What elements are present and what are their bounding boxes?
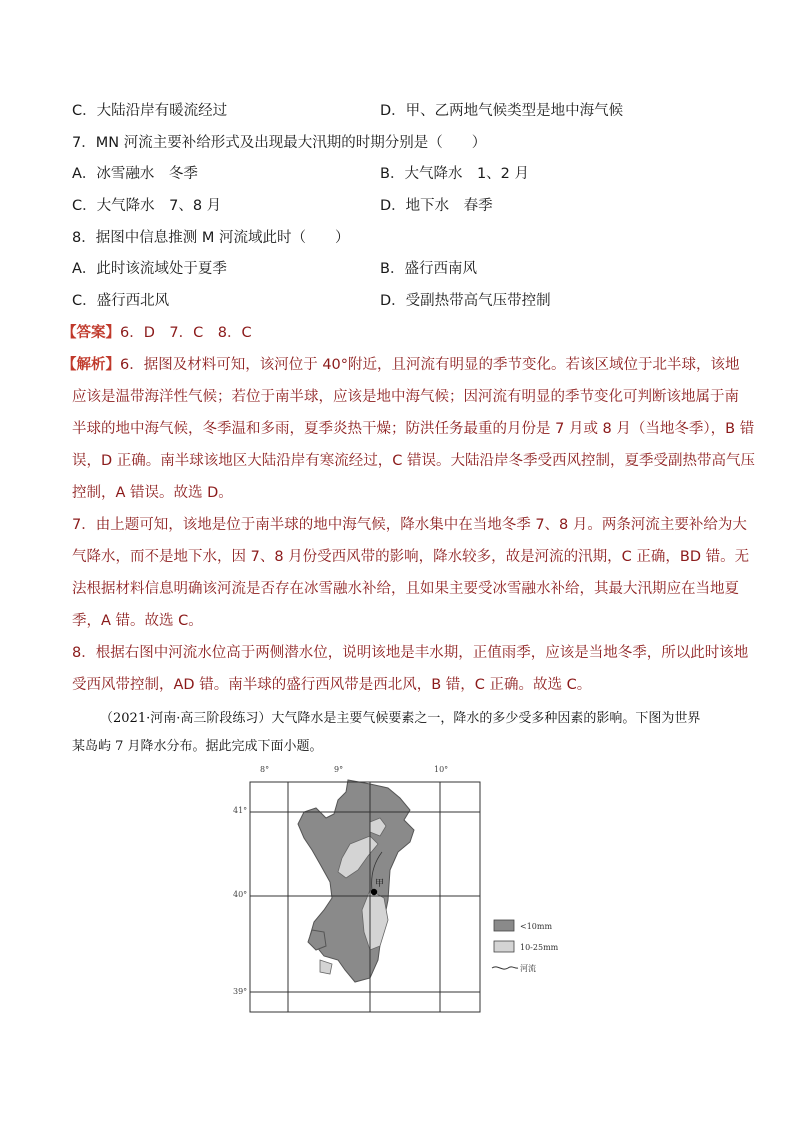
- q7-option-b: B．大气降水 1、2 月: [380, 166, 530, 182]
- analysis-tag: 【解析】: [62, 357, 120, 373]
- analysis-line-7: 气降水，而不是地下水，因 7、8 月份受西风带的影响，降水较多，故是河流的汛期，C 正确，BD 错。无: [72, 549, 750, 565]
- answer-line: [62, 323, 252, 343]
- legend-label-river: 河流: [520, 964, 536, 973]
- island-low-precip-region: [298, 780, 414, 982]
- analysis-text-1: 6．据图及材料可知，该河位于 40°附近，且河流有明显的季节变化。若该区域位于北半球，该地: [120, 357, 740, 373]
- legend-label-low: <10mm: [520, 922, 553, 931]
- q8-option-b: B．盛行西南风: [380, 261, 477, 277]
- point-jia-marker: [371, 889, 377, 895]
- high-precip-region-west: [320, 960, 332, 974]
- analysis-line-11: 受西风带控制，AD 错。南半球的盛行西风带是西北风，B 错，C 正确。故选 C。: [72, 677, 592, 693]
- q8-option-d: D．受副热带高气压带控制: [380, 293, 551, 309]
- point-jia-label: 甲: [375, 879, 385, 889]
- legend-river-icon: [492, 967, 518, 969]
- analysis-line-8: 法根据材料信息明确该河流是否存在冰雪融水补给，且如果主要受冰雪融水补给，其最大汛期应在当地夏: [72, 581, 739, 597]
- answer-tag: 【答案】: [62, 325, 120, 341]
- q8-option-c: C．盛行西北风: [72, 293, 170, 309]
- analysis-line-9: 季，A 错。故选 C。: [72, 613, 203, 629]
- analysis-line-1: [62, 355, 740, 375]
- q7-option-a: A．冰雪融水 冬季: [72, 166, 198, 182]
- lon-label-8: 8°: [260, 765, 270, 774]
- q7-stem: 7．MN 河流主要补给形式及出现最大汛期的时期分别是（ ）: [72, 135, 487, 151]
- lon-label-10: 10°: [434, 765, 449, 774]
- legend-swatch-low: [494, 920, 514, 931]
- lat-label-41: 41°: [233, 806, 248, 815]
- q8-stem: 8．据图中信息推测 M 河流域此时（ ）: [72, 230, 350, 246]
- q7-option-c: C．大气降水 7、8 月: [72, 198, 222, 214]
- q6-option-c: C．大陆沿岸有暖流经过: [72, 103, 228, 119]
- legend-label-high: 10-25mm: [520, 943, 559, 952]
- islet-west: [308, 930, 326, 950]
- lat-label-39: 39°: [233, 987, 248, 996]
- legend-swatch-high: [494, 941, 514, 952]
- intro-line-1: （2021·河南·高三阶段练习）大气降水是主要气候要素之一，降水的多少受多种因素的影响。下图为世界: [100, 711, 701, 726]
- lon-label-9: 9°: [334, 765, 344, 774]
- analysis-line-5: 控制，A 错误。故选 D。: [72, 485, 233, 501]
- analysis-line-3: 半球的地中海气候，冬季温和多雨，夏季炎热干燥；防洪任务最重的月份是 7 月或 8 月（当地冬季），B 错: [72, 421, 755, 437]
- q6-option-d: D．甲、乙两地气候类型是地中海气候: [380, 103, 624, 119]
- answer-text: 6．D 7．C 8．C: [120, 325, 252, 341]
- analysis-line-6: 7．由上题可知，该地是位于南半球的地中海气候，降水集中在当地冬季 7、8 月。两条河流主要补给为大: [72, 517, 747, 533]
- lat-label-40: 40°: [233, 890, 248, 899]
- analysis-line-4: 误，D 正确。南半球该地区大陆沿岸有寒流经过，C 错误。大陆沿岸冬季受西风控制，夏季受副热带高气压: [72, 453, 756, 469]
- map-legend: [492, 920, 559, 973]
- q8-option-a: A．此时该流域处于夏季: [72, 261, 227, 277]
- intro-line-2: 某岛屿 7 月降水分布。据此完成下面小题。: [72, 739, 323, 754]
- q7-option-d: D．地下水 春季: [380, 198, 493, 214]
- analysis-line-10: 8．根据右图中河流水位高于两侧潜水位，说明该地是丰水期，正值雨季，应该是当地冬季，所以此时该地: [72, 645, 749, 661]
- analysis-line-2: 应该是温带海洋性气候；若位于南半球，应该是地中海气候；因河流有明显的季节变化可判断该地属于南: [72, 389, 739, 405]
- island-precipitation-map: [220, 760, 580, 1020]
